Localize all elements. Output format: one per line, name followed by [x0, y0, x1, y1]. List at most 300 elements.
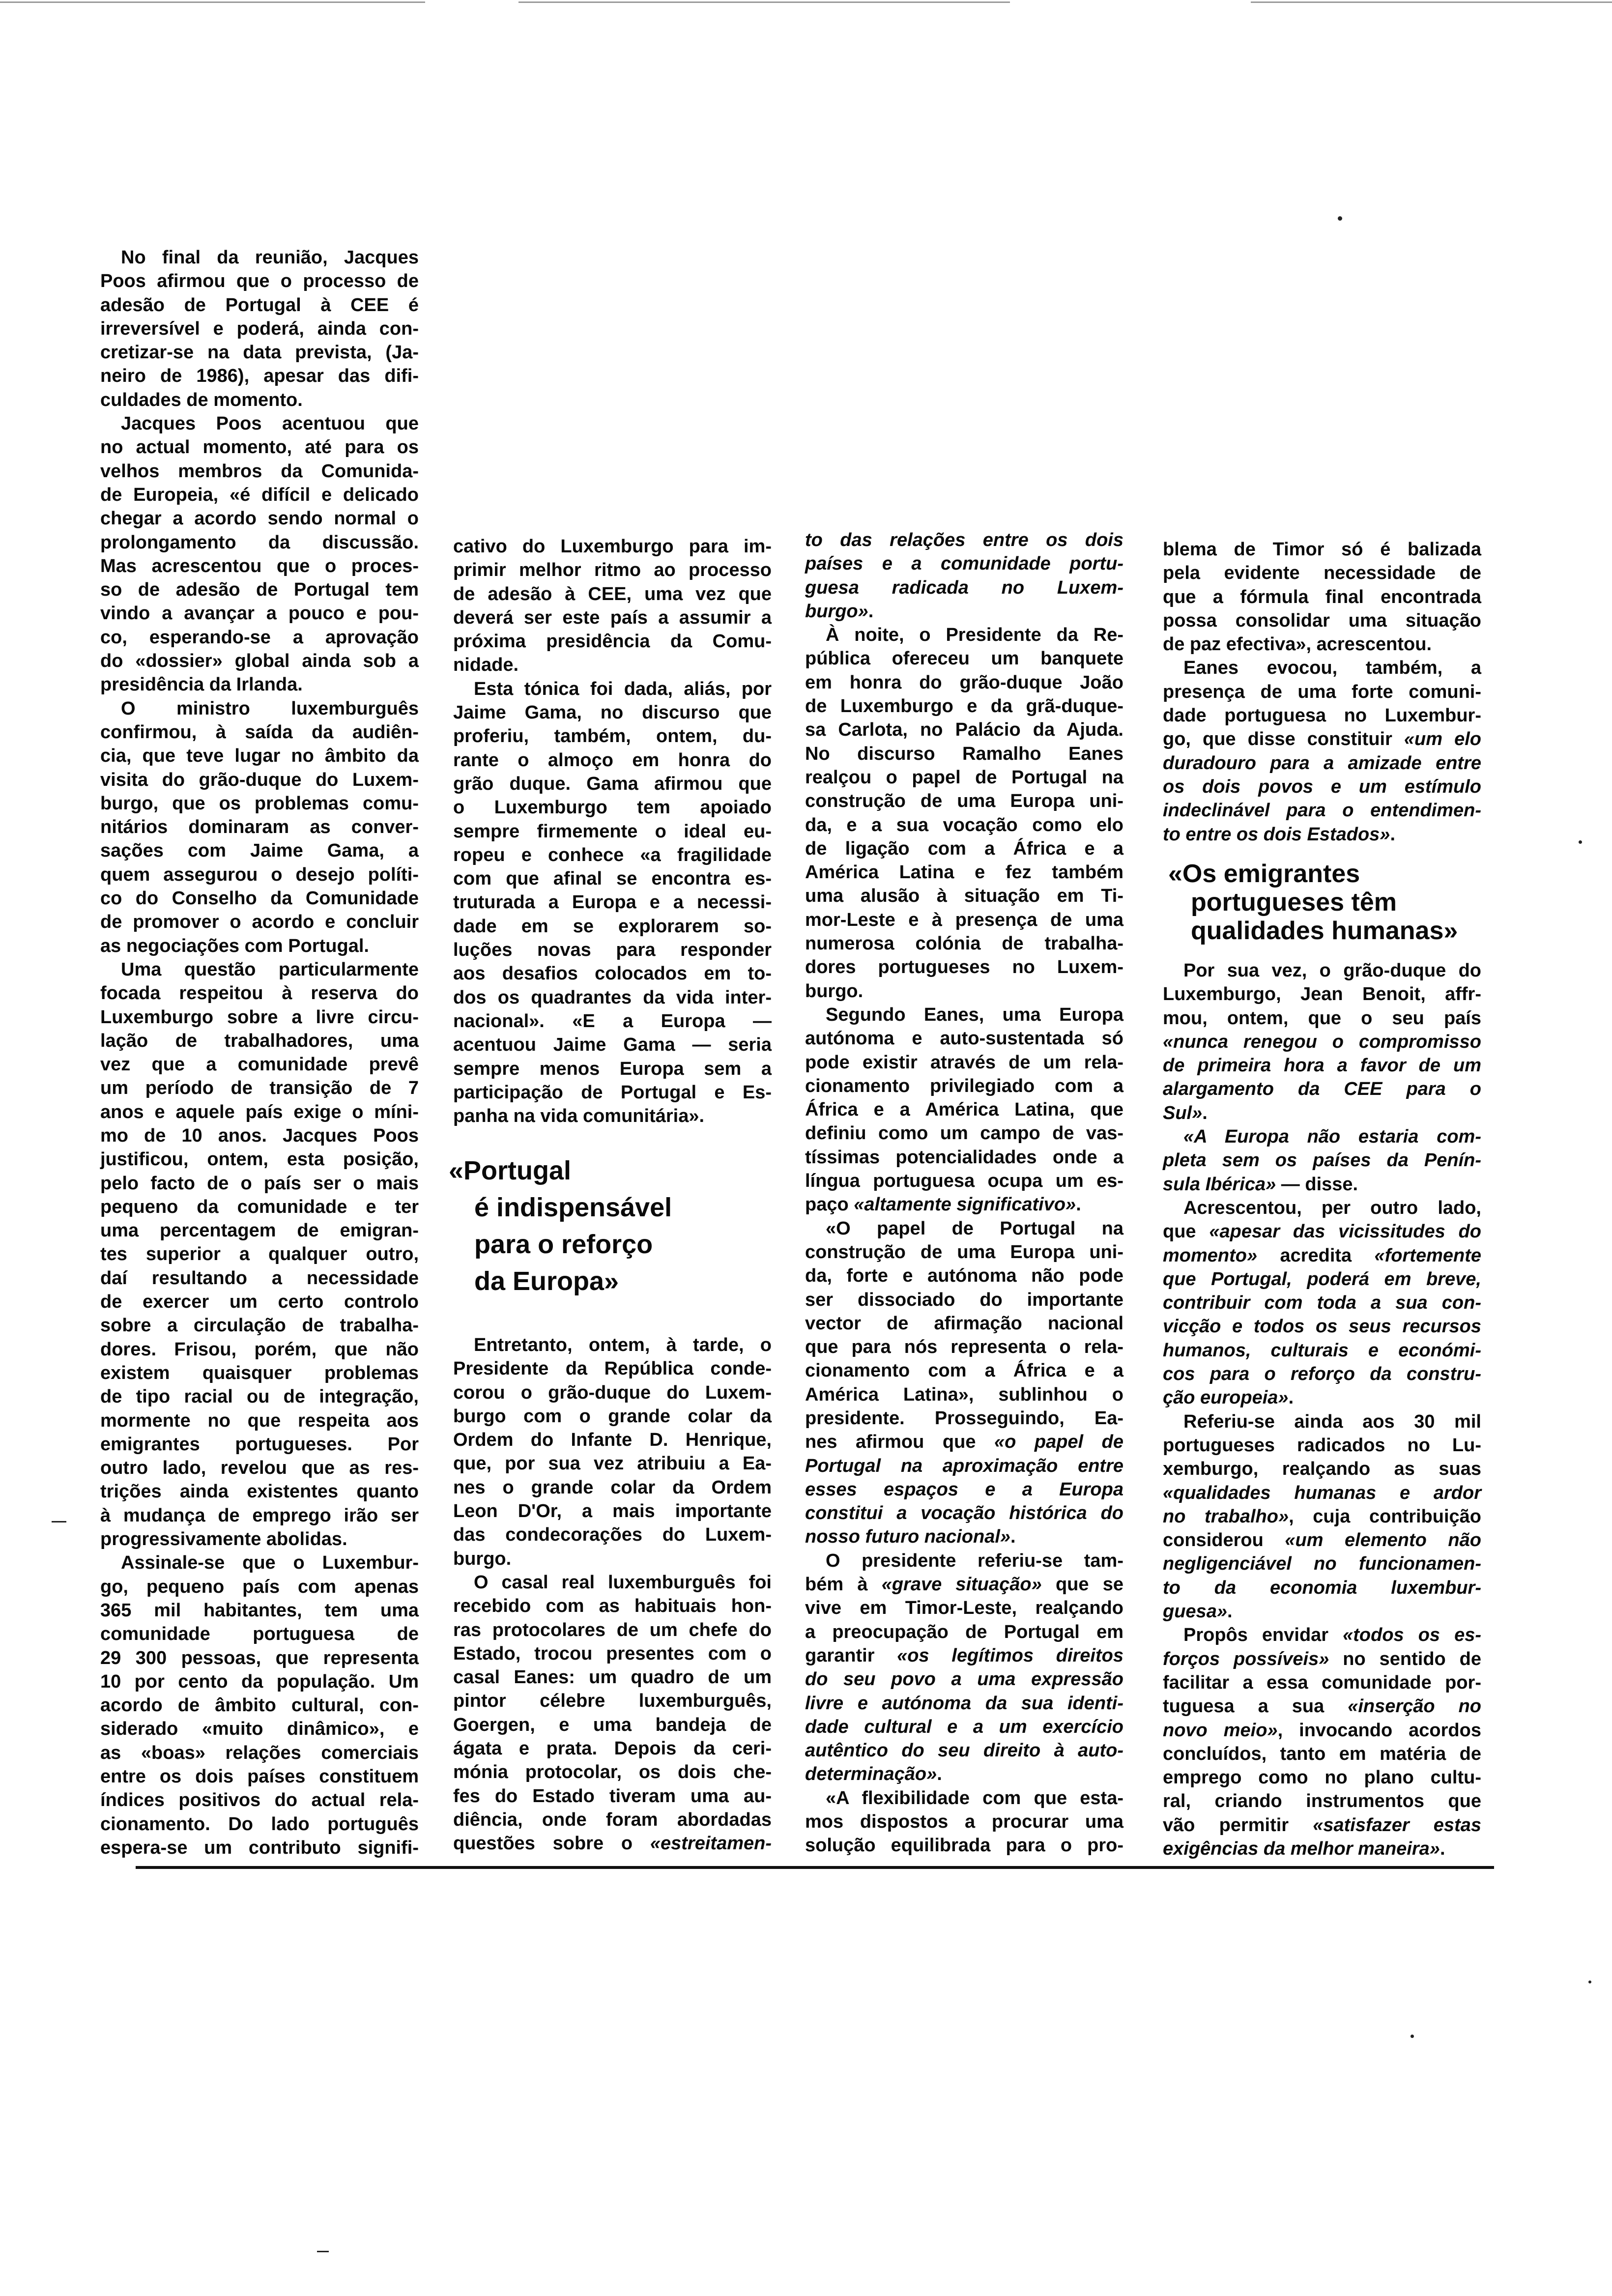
paragraph [100, 412, 419, 697]
paragraph [100, 246, 419, 412]
text-line [100, 293, 419, 317]
text-run: pintor célebre luxemburguês, [453, 1691, 772, 1712]
text-line [805, 766, 1123, 789]
text-run: que, por sua vez atribuiu a Ea- [453, 1453, 772, 1474]
paragraph [100, 1551, 419, 1860]
italic-quote: os dois povos e um estímulo [1163, 776, 1481, 797]
text-run: tes superior a qualquer outro, [100, 1244, 419, 1265]
text-run: dos os quadrantes da vida inter- [453, 987, 772, 1008]
text-line [805, 1596, 1123, 1620]
text-run: de Europeia, «é difícil e delicado [100, 484, 419, 505]
text-line [805, 1549, 1123, 1573]
text-run: no sentido de [1329, 1648, 1481, 1669]
text-line [100, 673, 419, 696]
text-run: 29 300 pessoas, que representa [100, 1647, 419, 1668]
text-line [1163, 680, 1481, 704]
headline-line: é indispensável [474, 1193, 672, 1222]
text-run: aos desafios colocados em to- [453, 963, 772, 984]
paragraph [453, 1333, 772, 1571]
italic-quote: «fortemente [1374, 1245, 1481, 1266]
text-line [805, 694, 1123, 718]
italic-quote: indeclinável para o entendimen- [1163, 800, 1481, 821]
text-line [1163, 1600, 1481, 1623]
italic-quote: exigências da melhor maneira» [1163, 1838, 1440, 1859]
text-run: realçou o papel de Portugal na [805, 767, 1123, 788]
text-run: 365 mil habitantes, tem uma [100, 1600, 419, 1621]
text-line [100, 459, 419, 483]
text-run: da, e a sua vocação como elo [805, 814, 1123, 835]
text-line [100, 531, 419, 554]
text-line [1163, 1030, 1481, 1054]
text-run: à mudança de emprego irão ser [100, 1505, 419, 1526]
paragraph [453, 535, 772, 677]
text-run: vive em Timor-Leste, realçando [805, 1598, 1123, 1619]
text-line [1163, 1386, 1481, 1409]
text-line [100, 1361, 419, 1385]
text-run: prolongamento da discussão. [100, 532, 419, 553]
text-run: construção de uma Europa uni- [805, 1241, 1123, 1263]
text-line [453, 1713, 772, 1737]
text-line [805, 1051, 1123, 1074]
text-run: mor-Leste e à presença de uma [805, 909, 1123, 930]
text-run: burgo com o grande colar da [453, 1406, 772, 1427]
text-line [1163, 1006, 1481, 1030]
text-line [100, 317, 419, 341]
text-run: Referiu-se ainda aos 30 mil [1183, 1411, 1481, 1432]
text-line [453, 1594, 772, 1618]
text-run: culdades de momento. [100, 389, 303, 410]
text-run: corou o grão-duque do Luxem- [453, 1382, 772, 1403]
text-run: definiu como um campo de vas- [805, 1123, 1123, 1144]
text-run: presidência da Irlanda. [100, 674, 303, 695]
text-run: língua portuguesa ocupa um es- [805, 1171, 1123, 1192]
text-line [805, 1406, 1123, 1430]
text-run: No final da reunião, Jacques [121, 247, 419, 268]
text-line [453, 630, 772, 653]
headline-line: da Europa» [474, 1266, 619, 1296]
text-line [453, 1476, 772, 1499]
paragraph [1163, 1410, 1481, 1624]
text-run: ral, criando instrumentos que [1163, 1791, 1481, 1812]
text-run: participação de Portugal e Es- [453, 1082, 772, 1103]
text-line [100, 602, 419, 625]
text-run: as «boas» relações comerciais [100, 1742, 419, 1763]
text-run: no actual momento, até para os [100, 437, 419, 458]
text-line [100, 364, 419, 388]
text-line [1163, 1267, 1481, 1291]
text-line [100, 483, 419, 507]
text-run: acentuou Jaime Gama — seria [453, 1034, 772, 1056]
text-run: adesão de Portugal à CEE é [100, 294, 419, 316]
text-line [100, 1646, 419, 1670]
text-run: nes afirmou que [805, 1432, 994, 1453]
text-line [100, 1551, 419, 1575]
text-run: um período de transição de 7 [100, 1078, 419, 1099]
text-line [805, 742, 1123, 766]
text-line [453, 820, 772, 843]
text-line [100, 1100, 419, 1124]
text-line [805, 1478, 1123, 1501]
italic-quote: autêntico do seu direito à auto- [805, 1740, 1123, 1761]
text-run: autónoma e auto-sustentada só [805, 1028, 1123, 1049]
text-run: luções novas para responder [453, 940, 772, 961]
text-line [1163, 1077, 1481, 1101]
text-run: garantir [805, 1645, 897, 1666]
text-line [805, 1146, 1123, 1169]
text-run: , invocando acordos [1277, 1720, 1481, 1741]
text-run: emigrantes portugueses. Por [100, 1434, 419, 1455]
text-run: burgo. [453, 1548, 512, 1569]
text-run: — disse. [1276, 1174, 1358, 1195]
text-line [1163, 1196, 1481, 1220]
text-line [100, 1717, 419, 1741]
italic-quote: dade cultural e a um exercício [805, 1716, 1123, 1737]
text-line [100, 744, 419, 768]
text-line [100, 554, 419, 578]
italic-quote: esses espaços e a Europa [805, 1479, 1123, 1500]
text-line [453, 1665, 772, 1689]
text-run: facilitar a essa comunidade por- [1163, 1672, 1481, 1693]
text-run: dade em se explorarem so- [453, 916, 772, 937]
text-line [100, 578, 419, 602]
text-line [453, 1760, 772, 1784]
text-run: burgo, que os problemas comu- [100, 793, 419, 814]
italic-quote: «grave situação» [881, 1574, 1042, 1595]
text-run: nitários dominaram as conver- [100, 817, 419, 838]
text-run: pública ofereceu um banquete [805, 648, 1123, 669]
italic-quote: do seu povo a uma expressão [805, 1669, 1123, 1690]
headline-line: «Os emigrantes [1168, 860, 1360, 888]
headline-line: portugueses têm [1191, 888, 1397, 917]
text-run: América Latina e fez também [805, 862, 1123, 883]
text-line [1163, 1647, 1481, 1671]
text-run: Uma questão particularmente [121, 959, 419, 980]
text-run: tuguesa a sua [1163, 1696, 1348, 1717]
text-line [453, 606, 772, 630]
text-line [805, 576, 1123, 600]
text-line [805, 1644, 1123, 1667]
text-run: América Latina», sublinhou o [805, 1384, 1123, 1405]
text-line [453, 1405, 772, 1428]
text-line [1163, 1244, 1481, 1267]
text-line [453, 701, 772, 724]
italic-quote: vicção e todos os seus recursos [1163, 1316, 1481, 1337]
scan-speck [1579, 840, 1582, 844]
text-line [805, 1169, 1123, 1193]
text-line [453, 1547, 772, 1571]
text-line [100, 412, 419, 435]
text-run: burgo. [805, 980, 864, 1002]
text-run: go, pequeno país com apenas [100, 1576, 419, 1597]
text-line [453, 724, 772, 748]
text-line [100, 887, 419, 910]
text-run: Eanes evocou, também, a [1183, 658, 1481, 679]
scan-speck [1410, 2035, 1414, 2038]
text-line [453, 772, 772, 796]
italic-quote: «um elemento não [1285, 1530, 1481, 1551]
text-line [1163, 1125, 1481, 1148]
text-run: ras protocolares de um chefe do [453, 1619, 772, 1640]
text-run: . [1288, 1387, 1294, 1408]
text-run: acordo de âmbito cultural, con- [100, 1695, 419, 1716]
text-run: nidade. [453, 655, 519, 676]
paragraph [1163, 1196, 1481, 1410]
text-line [453, 867, 772, 890]
text-run: diência, onde foram abordadas [453, 1809, 772, 1830]
text-run: mos dispostos a procurar uma [805, 1811, 1123, 1833]
text-run: sempre menos Europa sem a [453, 1058, 772, 1079]
paragraph [1163, 1125, 1481, 1196]
text-run: com que afinal se encontra es- [453, 868, 772, 890]
text-line [453, 748, 772, 772]
text-run: numerosa colónia de trabalha- [805, 933, 1123, 954]
text-run: em honra do grão-duque João [805, 672, 1123, 693]
paragraph [453, 1571, 772, 1856]
text-line [453, 1832, 772, 1855]
text-run: espera-se um contributo signifi- [100, 1837, 419, 1858]
text-line [453, 1057, 772, 1081]
text-run: cionamento privilegiado com a [805, 1075, 1123, 1096]
text-run: velhos membros da Comunida- [100, 460, 419, 482]
text-run: Luxemburgo, Jean Benoit, affr- [1163, 984, 1481, 1005]
column-1 [100, 246, 419, 1860]
text-line [1163, 1719, 1481, 1742]
italic-quote: determinação» [805, 1764, 937, 1785]
italic-quote: guesa radicada no Luxem- [805, 577, 1123, 598]
text-run: ágata e prata. Depois da ceri- [453, 1738, 772, 1759]
text-line [100, 958, 419, 981]
text-line [1163, 1671, 1481, 1694]
text-run: nacional». «E a Europa — [453, 1010, 772, 1032]
text-line [100, 1836, 419, 1860]
text-run: próxima presidência da Comu- [453, 631, 772, 652]
text-line [1163, 1528, 1481, 1552]
text-run: . [1439, 1838, 1445, 1859]
text-run: . [1227, 1601, 1233, 1622]
text-line [100, 1693, 419, 1717]
text-run: . [1076, 1194, 1081, 1215]
text-line [805, 1074, 1123, 1098]
text-line [453, 986, 772, 1009]
paragraph [1163, 1623, 1481, 1861]
text-line [805, 1739, 1123, 1762]
italic-quote: cos para o reforço da constru- [1163, 1364, 1481, 1385]
text-line [805, 623, 1123, 647]
text-line [100, 246, 419, 269]
text-line [1163, 1837, 1481, 1861]
text-line [100, 1433, 419, 1456]
text-line [100, 815, 419, 839]
text-run: À noite, o Presidente da Re- [826, 625, 1123, 646]
text-line [100, 910, 419, 934]
text-run: O casal real luxemburguês foi [474, 1572, 772, 1593]
text-line [1163, 1339, 1481, 1362]
text-run: quem assegurou o desejo políti- [100, 864, 419, 885]
text-run: considerou [1163, 1530, 1285, 1551]
text-run: Estado, trocou presentes com o [453, 1643, 772, 1664]
text-run: recebido com as habituais hon- [453, 1596, 772, 1617]
text-run: de Luxemburgo e da grã-duque- [805, 696, 1123, 717]
text-line [453, 653, 772, 677]
text-line [453, 915, 772, 938]
paragraph [1163, 959, 1481, 1125]
scan-speck [1588, 1980, 1591, 1983]
text-line [100, 1242, 419, 1266]
text-run: neiro de 1986), apesar das difi- [100, 366, 419, 387]
text-line [453, 843, 772, 867]
italic-quote: guesa» [1163, 1601, 1227, 1622]
italic-quote: que Portugal, poderá em breve, [1163, 1268, 1481, 1290]
text-run: deverá ser este país a assumir a [453, 607, 772, 628]
text-line [100, 981, 419, 1005]
text-line [100, 1338, 419, 1361]
italic-quote: «apesar das vicissitudes do [1209, 1221, 1481, 1242]
text-line [453, 1808, 772, 1832]
text-run: dores. Frisou, porém, que não [100, 1339, 419, 1360]
text-line [1163, 1742, 1481, 1766]
text-line [1163, 1220, 1481, 1243]
text-line [805, 1217, 1123, 1240]
text-line [805, 1098, 1123, 1121]
text-line [100, 1314, 419, 1337]
text-line [100, 435, 419, 459]
text-run: Esta tónica foi dada, aliás, por [474, 678, 772, 699]
text-line [100, 1076, 419, 1100]
text-line [100, 1029, 419, 1053]
headline-os-emigrantes [1168, 860, 1458, 945]
text-line [100, 1219, 419, 1242]
column-4-top [1163, 538, 1481, 846]
text-line [453, 1009, 772, 1033]
text-line [805, 1335, 1123, 1359]
text-run: possa consolidar uma situação [1163, 610, 1481, 631]
text-line [100, 934, 419, 958]
text-run: sobre a circulação de trabalha- [100, 1315, 419, 1336]
text-run: solução equilibrada para o pro- [805, 1835, 1123, 1856]
text-run: das condecorações do Luxem- [453, 1524, 772, 1546]
column-2-top [453, 535, 772, 1128]
italic-quote: forços possíveis» [1163, 1648, 1329, 1669]
text-run: Segundo Eanes, uma Europa [826, 1004, 1123, 1025]
italic-quote: contribuir com toda a sua con- [1163, 1292, 1481, 1314]
text-line [100, 1480, 419, 1503]
text-line [805, 1454, 1123, 1478]
text-run: pela evidente necessidade de [1163, 563, 1481, 584]
text-line [453, 1333, 772, 1357]
text-run: África e a América Latina, que [805, 1099, 1123, 1120]
text-line [100, 626, 419, 649]
text-run: cretizar-se na data prevista, (Ja- [100, 342, 419, 363]
text-run: Goergen, e uma bandeja de [453, 1714, 772, 1735]
text-line [1163, 1434, 1481, 1457]
text-line [805, 1501, 1123, 1525]
text-line [453, 1428, 772, 1452]
text-line [100, 1504, 419, 1527]
text-line [1163, 1766, 1481, 1789]
text-line [1163, 1457, 1481, 1481]
text-run: as negociações com Portugal. [100, 935, 369, 956]
text-run: visita do grão-duque do Luxem- [100, 769, 419, 790]
text-run: que a fórmula final encontrada [1163, 586, 1481, 607]
italic-quote: duradouro para a amizade entre [1163, 752, 1481, 774]
italic-quote: to entre os dois Estados» [1163, 824, 1390, 845]
text-run: «A flexibilidade com que esta- [826, 1787, 1123, 1808]
text-run: ser dissociado do importante [805, 1289, 1123, 1310]
text-run: Acrescentou, per outro lado, [1183, 1197, 1481, 1218]
headline-line: para o reforço [474, 1230, 653, 1259]
text-run: co, esperando-se a aprovação [100, 627, 419, 648]
text-run: trições ainda existentes quanto [100, 1481, 419, 1502]
text-line [100, 1575, 419, 1599]
text-line [453, 1618, 772, 1642]
paragraph [100, 958, 419, 1551]
text-run: tíssimas potencialidades onde a [805, 1147, 1123, 1168]
text-line [100, 1456, 419, 1480]
italic-quote: humanos, culturais e económi- [1163, 1340, 1481, 1361]
text-line [805, 955, 1123, 979]
text-run: de adesão à CEE, uma vez que [453, 583, 772, 604]
text-line [453, 1104, 772, 1128]
italic-quote: «estreitamen- [650, 1833, 772, 1854]
text-line [805, 861, 1123, 884]
text-line [1163, 751, 1481, 775]
text-run: cia, que teve lugar no âmbito da [100, 746, 419, 767]
text-line [1163, 704, 1481, 727]
text-line [805, 1715, 1123, 1739]
italic-quote: ção europeia» [1163, 1387, 1289, 1408]
text-line [100, 1195, 419, 1219]
italic-quote: «um elo [1404, 729, 1481, 750]
italic-quote: Sul» [1163, 1102, 1203, 1123]
text-line [100, 768, 419, 792]
text-run: fes do Estado tiveram uma au- [453, 1785, 772, 1807]
text-run: «O papel de Portugal na [826, 1218, 1123, 1239]
text-run: de exercer um certo controlo [100, 1292, 419, 1313]
paragraph [100, 697, 419, 958]
paragraph [1163, 538, 1481, 656]
text-line [453, 962, 772, 985]
text-line [805, 837, 1123, 861]
text-line [805, 1193, 1123, 1216]
text-run: Luxemburgo sobre a livre circu- [100, 1006, 419, 1028]
text-line [453, 1499, 772, 1523]
text-run: Ordem do Infante D. Henrique, [453, 1430, 772, 1451]
text-run: . [1390, 824, 1396, 845]
text-run: casal Eanes: um quadro de um [453, 1667, 772, 1688]
text-run: grão duque. Gama afirmou que [453, 773, 772, 794]
text-line [1163, 775, 1481, 799]
text-run: truturada a Europa e a necessi- [453, 892, 772, 913]
text-line [805, 908, 1123, 932]
text-run: Por sua vez, o grão-duque do [1183, 960, 1481, 981]
text-run: cativo do Luxemburgo para im- [453, 536, 772, 557]
paragraph [453, 677, 772, 1128]
scan-speck [317, 2251, 329, 2252]
italic-quote: pleta sem os países da Penín- [1163, 1150, 1481, 1171]
italic-quote: burgo» [805, 601, 868, 622]
text-line [805, 1786, 1123, 1810]
text-line [805, 600, 1123, 623]
text-run: bém à [805, 1574, 882, 1595]
italic-quote: países e a comunidade portu- [805, 553, 1123, 574]
text-run: focada respeitou à reserva do [100, 983, 419, 1004]
text-run: presidente. Prosseguindo, Ea- [805, 1407, 1123, 1429]
text-line [100, 792, 419, 815]
text-run: que [1163, 1221, 1209, 1242]
text-run: go, que disse constituir [1163, 729, 1404, 750]
text-run: acredita [1257, 1245, 1375, 1266]
text-run: pelo facto de o país ser o mais [100, 1173, 419, 1194]
